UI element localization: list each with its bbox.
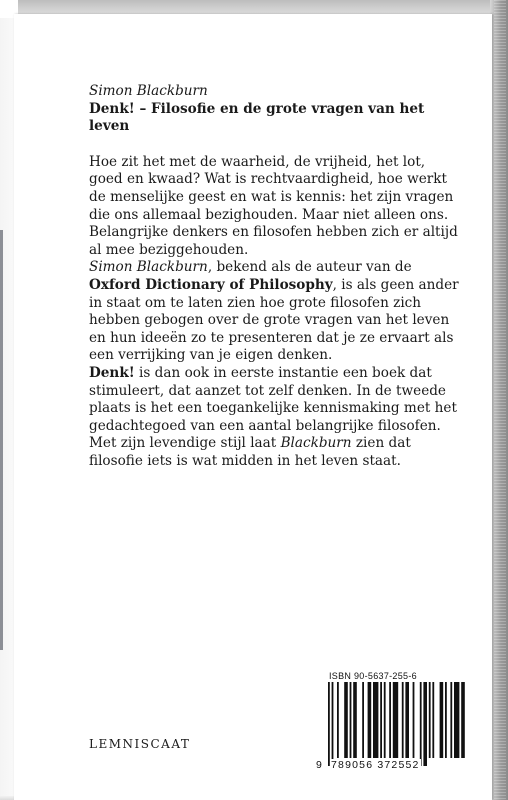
spine-edge-strip [0, 230, 3, 650]
blurb-text-segment: is dan ook in eerste instantie een boek dat stimuleert, dat aanzet tot zelf denken. In de tweede plaats is het een toegankelijke kennismaking met het gedachtegoed van een aantal belangrijke filosofen. [89, 364, 457, 434]
author-surname-inline: Blackburn [280, 435, 352, 452]
page-edge-texture [494, 0, 506, 800]
barcode-bar [384, 682, 386, 758]
book-title: Denk! – Filosofie en de grote vragen van het leven [89, 100, 425, 135]
barcode-bar [393, 682, 398, 758]
barcode-bar [432, 682, 434, 758]
barcode-bar [420, 682, 422, 766]
blurb-text-segment: , bekend als de auteur van de [207, 259, 412, 276]
blurb-text-segment: Met zijn levendige stijl laat [89, 435, 281, 452]
barcode-bar [362, 682, 364, 758]
blurb-text-segment: zien dat filosofie iets is wat midden in het leven staat. [89, 435, 411, 469]
barcode-bar [344, 682, 348, 758]
publisher-name: LEMNISCAAT [89, 737, 191, 751]
blurb-paragraph-3 [89, 365, 459, 435]
barcode-bar [413, 682, 415, 758]
blurb-text [89, 83, 459, 470]
barcode-bar [380, 682, 382, 758]
barcode-lead-digit: 9 [316, 759, 324, 771]
isbn-label: ISBN 90-5637-255-6 [329, 671, 417, 681]
barcode-bar [423, 682, 427, 766]
barcode-bar [350, 682, 352, 758]
barcode-bar [461, 682, 465, 758]
barcode-digits: 789056 372552 [331, 759, 420, 771]
dictionary-title: Oxford Dictionary of Philosophy [89, 276, 333, 293]
barcode-bar [373, 682, 378, 758]
barcode-bar [440, 682, 444, 758]
author-name-inline: Simon Blackburn [89, 259, 208, 276]
blurb-paragraph-2 [89, 259, 459, 365]
book-title-inline: Denk! [89, 364, 135, 381]
barcode-bar [450, 682, 452, 758]
barcode-bar [402, 682, 404, 758]
barcode-bar [332, 682, 334, 766]
barcode-bar [405, 682, 409, 758]
barcode-bar [429, 682, 431, 758]
barcode-bar [445, 682, 447, 758]
barcode-bar [454, 682, 459, 758]
barcode-bar [328, 682, 330, 766]
blurb-paragraph-4 [89, 435, 459, 470]
barcode-bar [368, 682, 372, 758]
author-name: Simon Blackburn [89, 83, 208, 99]
barcode-bar [337, 682, 339, 758]
blurb-text-segment: , is als geen ander in staat om te laten zien hoe grote filosofen zich hebben gebogen over de grote vragen van het leven en hun ideeën zo te presenteren dat je ze ervaart als een verrijking van je eigen denken. [89, 276, 459, 364]
barcode-bar [353, 682, 357, 758]
blurb-paragraph-1: Hoe zit het met de waarheid, de vrijheid, het lot, goed en kwaad? Wat is rechtvaardigheid, hoe werkt de menselijke geest en wat is kennis: het zijn vragen die ons allemaal bezighouden. Maar niet alleen ons. Belangrijke denkers en filosofen hebben zich er altijd al mee beziggehouden. [89, 153, 458, 258]
barcode-bar [389, 682, 391, 758]
